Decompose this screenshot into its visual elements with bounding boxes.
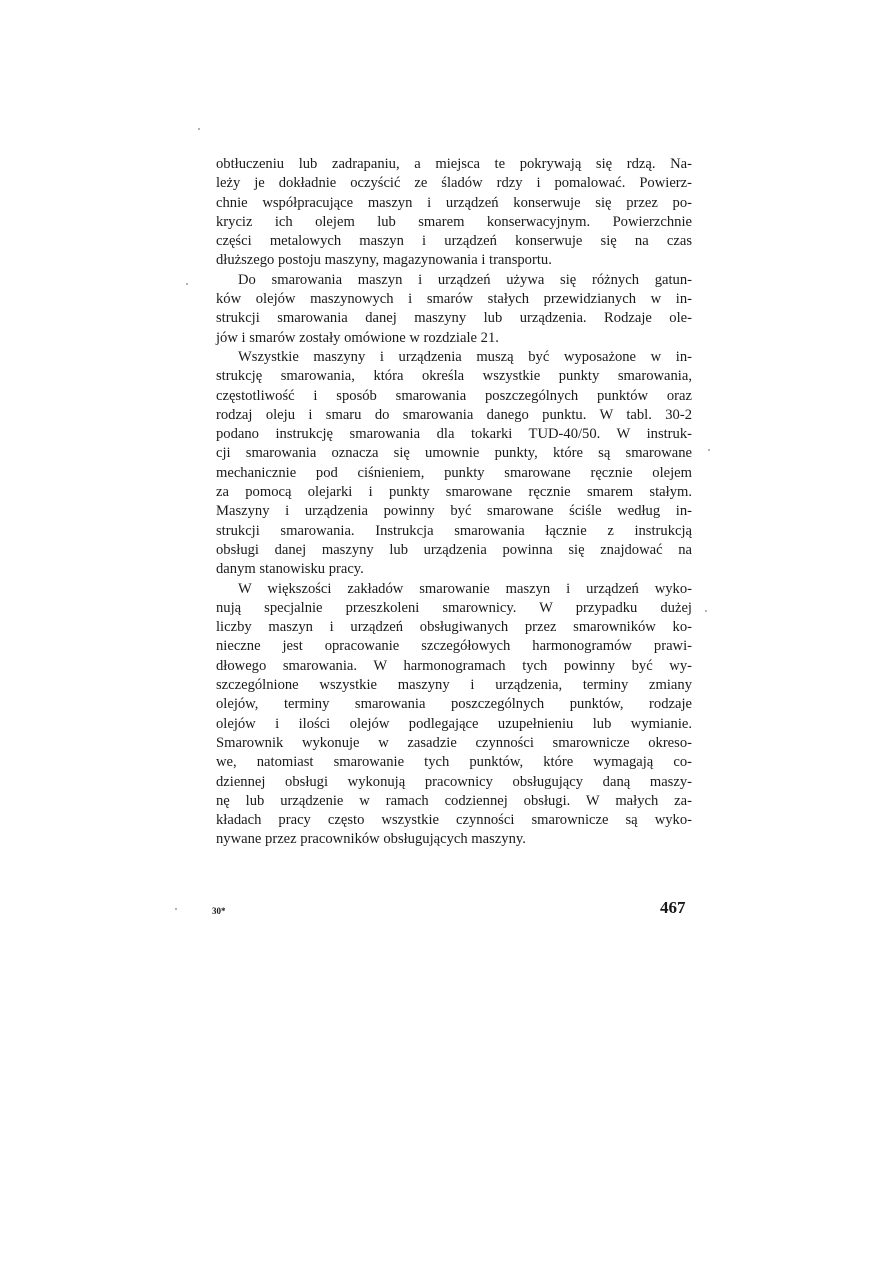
text-line: dłowego smarowania. W harmonogramach tych powinny być wy- bbox=[216, 657, 692, 674]
page-number: 467 bbox=[660, 898, 686, 917]
scan-speck bbox=[186, 283, 188, 285]
text-line: częstotliwość i sposób smarowania poszczególnych punktów oraz bbox=[216, 387, 692, 404]
paragraph-4 bbox=[216, 580, 692, 850]
text-line: jów i smarów zostały omówione w rozdziale 21. bbox=[216, 329, 499, 346]
text-line: kryciz ich olejem lub smarem konserwacyjnym. Powierzchnie bbox=[216, 213, 692, 230]
text-line: liczby maszyn i urządzeń obsługiwanych przez smarowników ko- bbox=[216, 619, 692, 636]
text-line: obsługi danej maszyny lub urządzenia powinna się znajdować na bbox=[216, 541, 692, 558]
text-line: ków olejów maszynowych i smarów stałych przewidzianych w in- bbox=[216, 291, 692, 308]
printer-signature-mark: 30* bbox=[212, 906, 226, 916]
text-line: olejów i ilości olejów podlegające uzupełnieniu lub wymianie. bbox=[216, 715, 692, 732]
paragraph-3 bbox=[216, 348, 692, 580]
text-line: Wszystkie maszyny i urządzenia muszą być wyposażone w in- bbox=[238, 348, 692, 365]
paragraph-1 bbox=[216, 155, 692, 271]
text-line: W większości zakładów smarowanie maszyn i urządzeń wyko- bbox=[238, 580, 692, 597]
text-line: nieczne jest opracowanie szczegółowych harmonogramów prawi- bbox=[216, 638, 692, 655]
scan-speck bbox=[175, 908, 177, 910]
text-line: nę lub urządzenie w ramach codziennej obsługi. W małych za- bbox=[216, 792, 692, 809]
text-line: we, natomiast smarowanie tych punktów, które wymagają co- bbox=[216, 754, 692, 771]
text-line: strukcję smarowania, która określa wszystkie punkty smarowania, bbox=[216, 368, 692, 385]
text-line: cji smarowania oznacza się umownie punkty, które są smarowane bbox=[216, 445, 692, 462]
text-line: szczególnione wszystkie maszyny i urządzenia, terminy zmiany bbox=[216, 677, 692, 694]
text-line: dziennej obsługi wykonują pracownicy obsługujący daną maszy- bbox=[216, 773, 692, 790]
text-line: nywane przez pracowników obsługujących maszyny. bbox=[216, 831, 526, 848]
text-line: olejów, terminy smarowania poszczególnych punktów, rodzaje bbox=[216, 696, 692, 713]
text-line: nują specjalnie przeszkoleni smarownicy. W przypadku dużej bbox=[216, 599, 692, 616]
text-line: mechanicznie pod ciśnieniem, punkty smarowane ręcznie olejem bbox=[216, 464, 692, 481]
text-line: danym stanowisku pracy. bbox=[216, 561, 364, 578]
text-line: części metalowych maszyn i urządzeń konserwuje się na czas bbox=[216, 233, 692, 250]
text-line: Do smarowania maszyn i urządzeń używa się różnych gatun- bbox=[238, 271, 692, 288]
scan-speck bbox=[705, 610, 707, 612]
text-line: Smarownik wykonuje w zasadzie czynności smarownicze okreso- bbox=[216, 734, 692, 751]
paragraph-2 bbox=[216, 271, 692, 348]
text-line: za pomocą olejarki i punkty smarowane ręcznie smarem stałym. bbox=[216, 484, 692, 501]
text-line: podano instrukcję smarowania dla tokarki TUD-40/50. W instruk- bbox=[216, 426, 692, 443]
text-line: rodzaj oleju i smaru do smarowania danego punktu. W tabl. 30-2 bbox=[216, 406, 692, 423]
body-text bbox=[216, 155, 692, 850]
text-line: chnie współpracujące maszyn i urządzeń konserwuje się przez po- bbox=[216, 194, 692, 211]
scan-speck bbox=[198, 128, 200, 130]
text-line: strukcji smarowania. Instrukcja smarowania łącznie z instrukcją bbox=[216, 522, 692, 539]
text-line: kładach pracy często wszystkie czynności smarownicze są wyko- bbox=[216, 812, 692, 829]
text-line: strukcji smarowania danej maszyny lub urządzenia. Rodzaje ole- bbox=[216, 310, 692, 327]
text-line: dłuższego postoju maszyny, magazynowania i transportu. bbox=[216, 252, 552, 269]
text-line: leży je dokładnie oczyścić ze śladów rdzy i pomalować. Powierz- bbox=[216, 175, 692, 192]
text-line: obtłuczeniu lub zadrapaniu, a miejsca te pokrywają się rdzą. Na- bbox=[216, 156, 692, 172]
scan-speck bbox=[708, 449, 710, 451]
text-line: Maszyny i urządzenia powinny być smarowane ściśle według in- bbox=[216, 503, 692, 520]
